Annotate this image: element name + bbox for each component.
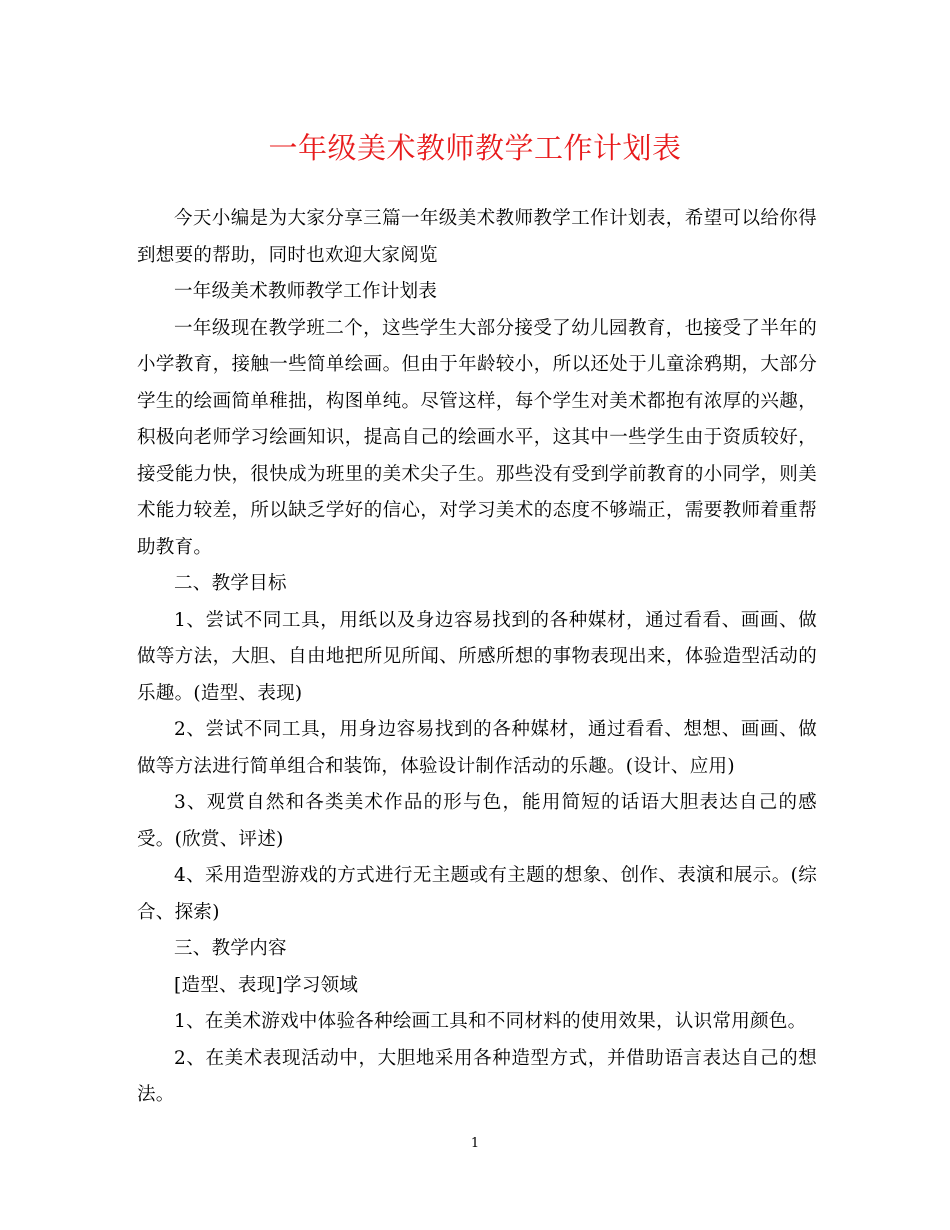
paragraph-goal-3: 3、观赏自然和各类美术作品的形与色，能用简短的话语大胆表达自己的感受。(欣赏、评述) — [137, 792, 817, 850]
paragraph-content-2: 2、在美术表现活动中，大胆地采用各种造型方式，并借助语言表达自己的想法。 — [137, 1047, 817, 1105]
paragraph-subtitle: 一年级美术教师教学工作计划表 — [174, 281, 438, 302]
paragraph-class-situation: 一年级现在教学班二个，这些学生大部分接受了幼儿园教育，也接受了半年的小学教育，接触一些简单绘画。但由于年龄较小，所以还处于儿童涂鸦期，大部分学生的绘画简单稚拙，构图单纯。尽管这样，每个学生对美术都抱有浓厚的兴趣，积极向老师学习绘画知识，提高自己的绘画水平，这其中一些学生由于资质较好，接受能力快，很快成为班里的美术尖子生。那些没有受到学前教育的小同学，则美术能力较差，所以缺乏学好的信心，对学习美术的态度不够端正，需要教师着重帮助教育。 — [137, 317, 817, 558]
paragraph-goal-2: 2、尝试不同工具，用身边容易找到的各种媒材，通过看看、想想、画画、做做等方法进行简单组合和装饰，体验设计制作活动的乐趣。(设计、应用) — [137, 719, 817, 777]
paragraph-content-1: 1、在美术游戏中体验各种绘画工具和不同材料的使用效果，认识常用颜色。 — [174, 1011, 807, 1032]
section-heading-content: 三、教学内容 — [174, 938, 287, 959]
document-body — [137, 201, 817, 1114]
paragraph-goal-1: 1、尝试不同工具，用纸以及身边容易找到的各种媒材，通过看看、画画、做做等方法，大胆、自由地把所见所闻、所感所想的事物表现出来，体验造型活动的乐趣。(造型、表现) — [137, 609, 817, 704]
paragraph-intro: 今天小编是为大家分享三篇一年级美术教师教学工作计划表，希望可以给你得到想要的帮助，同时也欢迎大家阅览 — [137, 208, 817, 266]
paragraph-domain-label: [造型、表现]学习领域 — [174, 974, 359, 996]
document-title: 一年级美术教师教学工作计划表 — [268, 131, 682, 165]
paragraph-goal-4: 4、采用造型游戏的方式进行无主题或有主题的想象、创作、表演和展示。(综合、探索) — [137, 865, 817, 923]
page-number: 1 — [470, 1136, 480, 1151]
section-heading-goals: 二、教学目标 — [174, 573, 287, 594]
